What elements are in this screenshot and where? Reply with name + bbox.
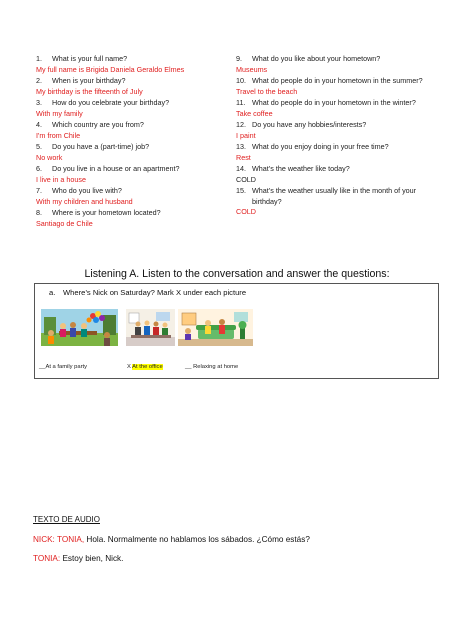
speaker-tonia: TONIA, [56, 535, 85, 544]
item-question: Where’s Nick on Saturday? Mark X under each picture [63, 288, 247, 297]
questions-left-column [36, 54, 231, 230]
answer-8: Santiago de Chile [36, 218, 93, 228]
audio-title: TEXTO DE AUDIO [33, 515, 100, 524]
answer-12: I paint [236, 130, 256, 140]
question-4: 4. Which country are you from? [36, 120, 144, 129]
speaker-tonia-2: TONIA: [33, 554, 61, 563]
listening-title: Listening A. Listen to the conversation and answer the questions: [84, 268, 390, 280]
dialogue-line-2 [33, 554, 123, 563]
question-13: 13. What do you enjoy doing in your free time? [236, 142, 389, 151]
questions-right-column [236, 54, 446, 219]
question-8: 8. Where is your hometown located? [36, 208, 161, 217]
answer-5: No work [36, 152, 63, 162]
listening-question [49, 288, 246, 297]
question-9: 9. What do you like about your hometown? [236, 54, 381, 63]
question-1: 1. What is your full name? [36, 54, 128, 63]
option-family-party: __At a family party [39, 364, 88, 370]
answer-7: With my children and husband [36, 196, 133, 206]
family-party-picture [41, 309, 118, 346]
question-6: 6. Do you live in a house or an apartment? [36, 164, 180, 173]
question-10: 10. What do people do in your hometown in the summer? [236, 76, 423, 85]
answer-1: My full name is Brigida Daniela Geraldo Elmes [36, 64, 185, 74]
answer-15: COLD [236, 207, 256, 216]
answer-9: Museums [236, 64, 268, 74]
question-2: 2. When is your birthday? [36, 76, 126, 85]
question-12: 12. Do you have any hobbies/interests? [236, 120, 367, 129]
question-7: 7. Who do you live with? [36, 186, 122, 195]
option-relaxing-home: __ Relaxing at home [185, 364, 239, 370]
listening-box [34, 283, 439, 379]
question-3: 3. How do you celebrate your birthday? [36, 98, 170, 107]
item-label: a. [49, 288, 56, 297]
office-picture [126, 309, 175, 346]
question-15: 15. What’s the weather usually like in the month of your birthday? [236, 186, 417, 206]
answer-2: My birthday is the fifteenth of July [36, 86, 143, 96]
question-5: 5. Do you have a (part-time) job? [36, 142, 150, 151]
speaker-nick: NICK: [33, 535, 55, 544]
question-14: 14. What’s the weather like today? [236, 164, 350, 173]
answer-13: Rest [236, 152, 251, 162]
answer-3: With my family [36, 108, 83, 118]
answer-10: Travel to the beach [236, 86, 298, 96]
dialogue-line-1 [33, 535, 310, 544]
answer-4: I'm from Chile [36, 130, 81, 140]
answer-6: I live in a house [36, 174, 86, 184]
highlighted-answer: At the office [132, 364, 163, 370]
dialogue-text-1: Hola. Normalmente no hablamos los sábados. ¿Cómo estás? [86, 535, 310, 544]
answer-14: COLD [236, 174, 256, 184]
relaxing-home-picture [178, 309, 253, 346]
dialogue-text-2: Estoy bien, Nick. [62, 554, 124, 563]
option-office: X At the office [127, 364, 163, 370]
question-11: 11. What do people do in your hometown in the winter? [236, 98, 416, 107]
answer-11: Take coffee [236, 108, 273, 118]
